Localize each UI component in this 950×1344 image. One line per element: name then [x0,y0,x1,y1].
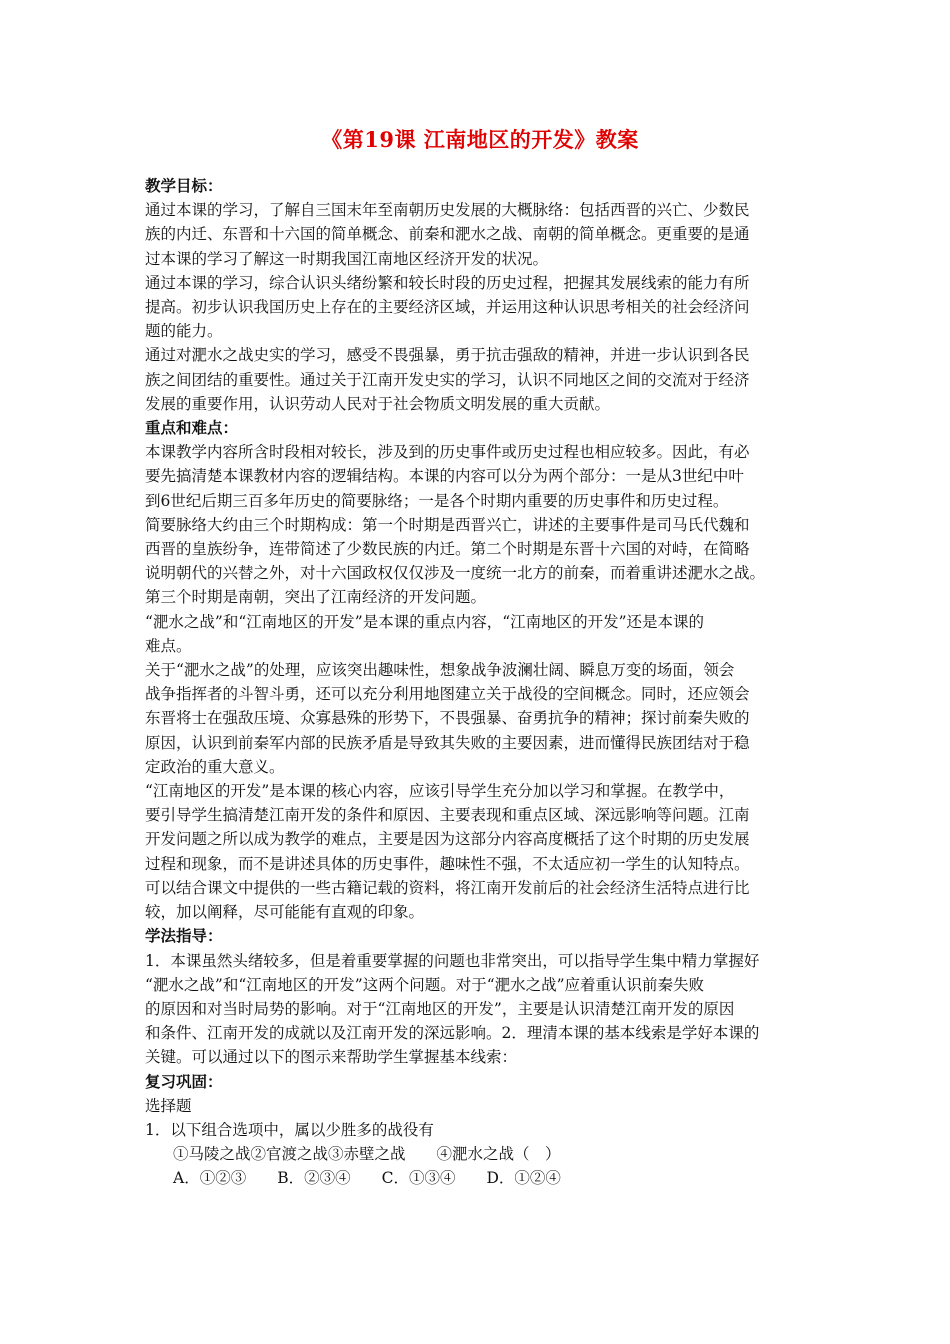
text-line: 过本课的学习了解这一时期我国江南地区经济开发的状况。 [145,249,549,268]
text-line: 本课教学内容所含时段相对较长，涉及到的历史事件或历史过程也相应较多。因此，有必 [145,443,750,462]
text-line: 较，加以阐释，尽可能能有直观的印象。 [145,903,425,922]
text-line: “淝水之战”和“江南地区的开发”这两个问题。对于“淝水之战”应着重认识前秦失败 [145,975,705,994]
text-line: “淝水之战”和“江南地区的开发”是本课的重点内容，“江南地区的开发”还是本课的 [145,612,705,631]
text-line: 关键。可以通过以下的图示来帮助学生掌握基本线索： [145,1048,518,1067]
text-line: 第三个时期是南朝，突出了江南经济的开发问题。 [145,588,487,607]
text-line: 原因，认识到前秦军内部的民族矛盾是导致其失败的主要因素，进而懂得民族团结对于稳 [145,733,750,752]
text-line: 简要脉络大约由三个时期构成：第一个时期是西晋兴亡，讲述的主要事件是司马氏代魏和 [145,515,750,534]
text-line: 东晋将士在强敌压境、众寡悬殊的形势下，不畏强暴、奋勇抗争的精神；探讨前秦失败的 [145,709,750,728]
document-title: 《第19课 江南地区的开发》教案 [321,127,639,152]
text-line: 要先搞清楚本课教材内容的逻辑结构。本课的内容可以分为两个部分：一是从3世纪中叶 [145,467,744,486]
text-line: 族之间团结的重要性。通过关于江南开发史实的学习，认识不同地区之间的交流对于经济 [145,370,750,389]
text-line: 发展的重要作用，认识劳动人民对于社会物质文明发展的重大贡献。 [145,394,611,413]
text-line: A．①②③ B．②③④ C．①③④ D．①②④ [173,1169,561,1188]
text-line: 的原因和对当时局势的影响。对于“江南地区的开发”，主要是认识清楚江南开发的原因 [145,999,735,1018]
text-line: 1．以下组合选项中，属以少胜多的战役有 [145,1120,434,1139]
text-line: 选择题 [145,1096,192,1115]
text-line: 西晋的皇族纷争，连带简述了少数民族的内迁。第二个时期是东晋十六国的对峙，在简略 [145,540,750,559]
text-line: 和条件、江南开发的成就以及江南开发的深远影响。2．理清本课的基本线索是学好本课的 [145,1024,760,1043]
text-line: 通过本课的学习，综合认识头绪纷繁和较长时段的历史过程，把握其发展线索的能力有所 [145,273,750,292]
text-line: 要引导学生搞清楚江南开发的条件和原因、主要表现和重点区域、深远影响等问题。江南 [145,806,750,825]
text-line: 难点。 [145,636,192,655]
section-heading: 教学目标： [145,176,223,195]
text-line: 通过本课的学习，了解自三国末年至南朝历史发展的大概脉络：包括西晋的兴亡、少数民 [145,201,750,220]
text-line: 题的能力。 [145,322,223,341]
document-body [145,174,815,1191]
text-line: 关于“淝水之战”的处理，应该突出趣味性，想象战争波澜壮阔、瞬息万变的场面，领会 [145,661,735,680]
text-line: ①马陵之战②官渡之战③赤壁之战 ④淝水之战（ ） [173,1145,561,1164]
section-heading: 重点和难点： [145,418,239,438]
text-line: 到6世纪后期三百多年历史的简要脉络；一是各个时期内重要的历史事件和历史过程。 [145,491,729,510]
section-heading: 学法指导： [145,926,223,946]
text-line: 1．本课虽然头绪较多，但是着重要掌握的问题也非常突出，可以指导学生集中精力掌握好 [145,951,760,970]
section-heading: 复习巩固： [145,1071,223,1091]
text-line: 定政治的重大意义。 [145,757,285,776]
text-line: 通过对淝水之战史实的学习，感受不畏强暴，勇于抗击强敌的精神，并进一步认识到各民 [145,346,750,365]
text-line: 可以结合课文中提供的一些古籍记载的资料，将江南开发前后的社会经济生活特点进行比 [145,878,750,897]
text-line: 说明朝代的兴替之外，对十六国政权仅仅涉及一度统一北方的前秦，而着重讲述淝水之战。 [145,564,766,583]
text-line: 战争指挥者的斗智斗勇，还可以充分利用地图建立关于战役的空间概念。同时，还应领会 [145,685,750,704]
text-line: 族的内迁、东晋和十六国的简单概念、前秦和淝水之战、南朝的简单概念。更重要的是通 [145,225,750,244]
text-line: 开发问题之所以成为教学的难点，主要是因为这部分内容高度概括了这个时期的历史发展 [145,830,750,849]
text-line: “江南地区的开发”是本课的核心内容，应该引导学生充分加以学习和掌握。在教学中， [145,782,735,801]
text-line: 过程和现象，而不是讲述具体的历史事件，趣味性不强，不太适应初一学生的认知特点。 [145,854,750,873]
text-line: 提高。初步认识我国历史上存在的主要经济区域，并运用这种认识思考相关的社会经济问 [145,298,750,317]
